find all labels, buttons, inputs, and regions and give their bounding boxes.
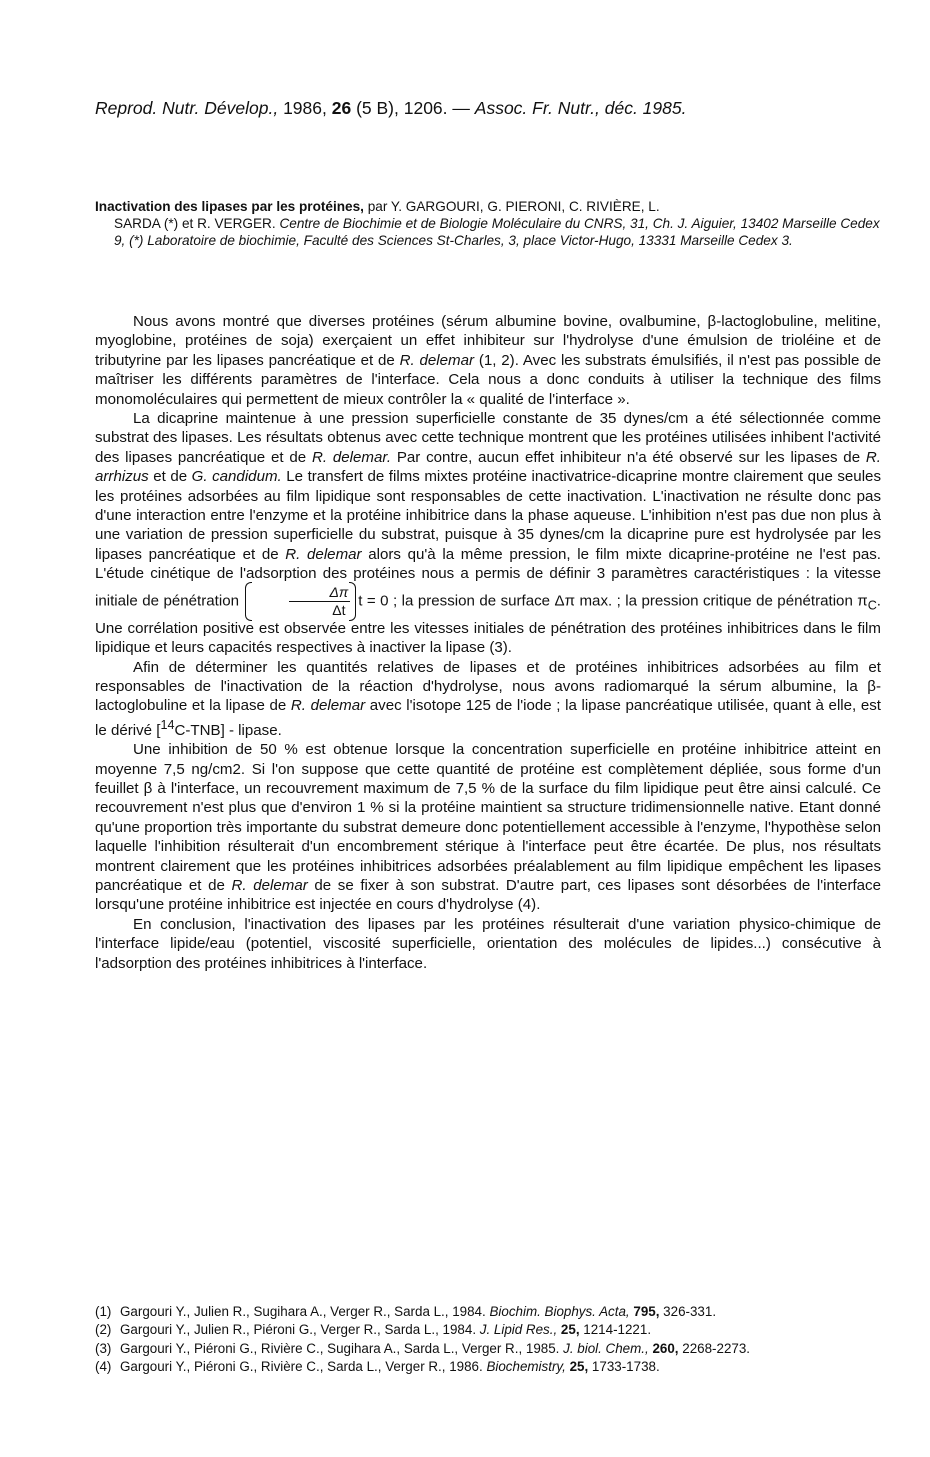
reference-number: (2) [95,1322,112,1338]
reference-authors: Gargouri Y., Julien R., Piéroni G., Verger R., Sarda L., 1984. [120,1322,477,1338]
paragraph-4 [95,740,881,915]
article-title: Inactivation des lipases par les protéines, [95,199,364,214]
reference-text [120,1322,881,1337]
species-name: R. delemar [285,545,362,563]
article-affiliation: Centre de Biochimie et de Biologie Moléculaire du CNRS, 31, Ch. J. Aiguier, 13402 Marseille Cedex 9, (*) Laboratoire de biochimie, Faculté des Sciences St-Charles, 3, place Victor-Hugo, 13331 Marseille Cedex 3. [114,215,880,248]
reference-pages: 326-331. [663,1304,717,1319]
reference-text [120,1341,881,1356]
penetration-rate-formula [245,584,356,619]
reference-number: (1) [95,1304,112,1319]
text-run: Afin de déterminer les quantités relatives de lipases et de protéines inhibitrices adsorbées au film et responsables de l'inactivation de la réaction d'hydrolyse, nous avons radiomarqué la sérum albumine, la β-lactoglobuline et la lipase de [95,658,881,715]
reference-item [95,1359,881,1374]
references-list [95,1304,881,1378]
reference-journal: Biochemistry, [486,1359,566,1375]
species-name: R. arrhizus [95,448,881,486]
text-run: Nous avons montré que diverses protéines (sérum albumine bovine, ovalbumine, β-lactoglobuline, melitine, myoglobine, protéines de soja) exerçaient un effet inhibiteur sur l'hydrolyse d'une émulsion de trioléine et de tributyrine par les lipases pancréatique et de [95,313,881,369]
text-run: . Une corrélation positive est observée entre les vitesses initiales de pénétration des protéines inhibitrices dans le film lipidique et leurs capacités respectives à inactiver la lipase (3). [95,592,881,657]
reference-journal: J. biol. Chem., [563,1340,649,1356]
species-name: G. candidum. [191,468,282,486]
subscript: C [867,598,877,613]
reference-number: (4) [95,1359,112,1375]
text-run: et de [148,468,192,486]
reference-journal: Biochim. Biophys. Acta, [489,1304,630,1319]
reference-item [95,1304,881,1319]
journal-citation-header [95,98,855,119]
reference-volume: 795, [633,1304,660,1319]
paragraph-1 [95,312,881,409]
society-citation: Assoc. Fr. Nutr., déc. 1985. [474,98,687,118]
formula-denominator: Δt [332,601,346,618]
text-run: Le transfert de films mixtes protéine inactivatrice-dicaprine montre clairement que seules les protéines adsorbées au film lipidique sont responsables de cette inactivation. L'inactivation ne résulte donc pas d'une interaction entre l'enzyme et la protéine inhibitrice dans la phase aqueuse. L'inhibition n'est pas due non plus à une variation de pression superficielle du substrat, puisque à 35 dynes/cm la dicaprine pure est hydrolysée par les lipases pancréatique et de [95,468,881,563]
text-run: alors qu'à la même pression, le film mixte dicaprine-protéine ne l'est pas. L'étude cinétique de l'adsorption des protéines nous a permis de définir 3 paramètres caractéristiques : la vitesse initiale de pénétration [95,545,881,610]
reference-pages: 2268-2273. [682,1340,751,1356]
text-run: (1, 2). Avec les substrats émulsifiés, il n'est pas possible de maîtriser les différents paramètres de l'interface. Cela nous a donc conduits à utiliser la technique des films monomoléculaires qui permettent de mieux contrôler la « qualité de l'interface ». [95,351,881,408]
species-name: R. delemar. [311,448,392,466]
article-authors-affiliation [95,216,881,250]
paragraph-2 [95,409,881,657]
reference-item [95,1322,881,1337]
paragraph-3 [95,658,881,741]
text-run: Une inhibition de 50 % est obtenue lorsque la concentration superficielle en protéine inhibitrice atteint en moyenne 7,5 ng/cm2. Si l'on suppose que cette quantité de protéine est complètement dépliée, sous forme d'un feuillet β à l'interface, un recouvrement maximum de 7,5 % de la surface du film lipidique peut être ainsi calculé. Ce recouvrement n'est plus que d'environ 1 % si la protéine maintient sa structure tridimensionnelle native. Etant donné qu'une proportion très importante du substrat demeure donc potentiellement accessible à l'enzyme, l'hypothèse selon laquelle l'inhibition résulterait d'un encombrement stérique à l'interface peut être écartée. De plus, nos résultats montrent clairement que les protéines inhibitrices adsorbées préalablement au film lipidique empêchent les lipases pancréatique et de [95,741,881,894]
reference-pages: 1733-1738. [591,1359,660,1375]
article-title-block [95,199,881,249]
species-name: R. delemar [290,697,366,715]
reference-volume: 25, [569,1359,589,1375]
species-name: R. delemar [399,351,475,369]
text-run: avec l'isotope 125 de l'iode ; la lipase pancréatique utilisée, quant à elle, est le dérivé [ [95,697,881,739]
article-authors-cont: SARDA (*) et R. VERGER. [114,215,276,231]
reference-volume: 260, [652,1340,679,1356]
text-run: de se fixer à son substrat. D'autre part, ces lipases sont désorbées de l'interface lorsqu'une protéine inhibitrice est injectée en cours d'hydrolyse (4). [95,877,882,914]
journal-name: Reprod. Nutr. Dévelop., [95,98,279,118]
reference-text [120,1359,881,1374]
reference-journal: J. Lipid Res., [479,1322,558,1338]
reference-number: (3) [95,1340,112,1356]
reference-text [120,1304,881,1319]
text-run: C-TNB] - lipase. [174,721,282,739]
paragraph-5: En conclusion, l'inactivation des lipases par les protéines résulterait d'une variation physico-chimique de l'interface lipide/eau (potentiel, viscosité superficielle, orientation des molécules de lipides...) consécutive à l'adsorption des protéines inhibitrices à l'interface. [95,915,881,972]
formula-numerator: Δπ [289,584,350,602]
reference-authors: Gargouri Y., Julien R., Sugihara A., Verger R., Sarda L., 1984. [120,1304,486,1319]
reference-volume: 25, [560,1322,580,1338]
journal-volume: 26 [331,98,352,118]
article-body [95,312,881,973]
reference-authors: Gargouri Y., Piéroni G., Rivière C., Sarda L., Verger R., 1986. [120,1359,483,1375]
journal-issue-page: (5 B), 1206. — [356,98,470,118]
reference-authors: Gargouri Y., Piéroni G., Rivière C., Sugihara A., Sarda L., Verger R., 1985. [120,1340,560,1356]
text-run: La dicaprine maintenue à une pression superficielle constante de 35 dynes/cm a été sélectionnée comme substrat des lipases. Les résultats obtenus avec cette technique montrent que les protéines utilisées inhibent l'activité des lipases pancréatique et de [95,410,881,466]
journal-year: 1986, [283,98,327,118]
reference-pages: 1214-1221. [583,1322,652,1338]
superscript: 14 [160,717,175,732]
article-authors: par Y. GARGOURI, G. PIERONI, C. RIVIÈRE, L. [367,199,660,214]
text-run: Par contre, aucun effet inhibiteur n'a été observé sur les lipases de [391,448,866,466]
reference-item [95,1341,881,1356]
species-name: R. delemar [231,877,308,894]
text-run: t = 0 ; la pression de surface Δπ max. ; la pression critique de pénétration π [358,592,868,610]
